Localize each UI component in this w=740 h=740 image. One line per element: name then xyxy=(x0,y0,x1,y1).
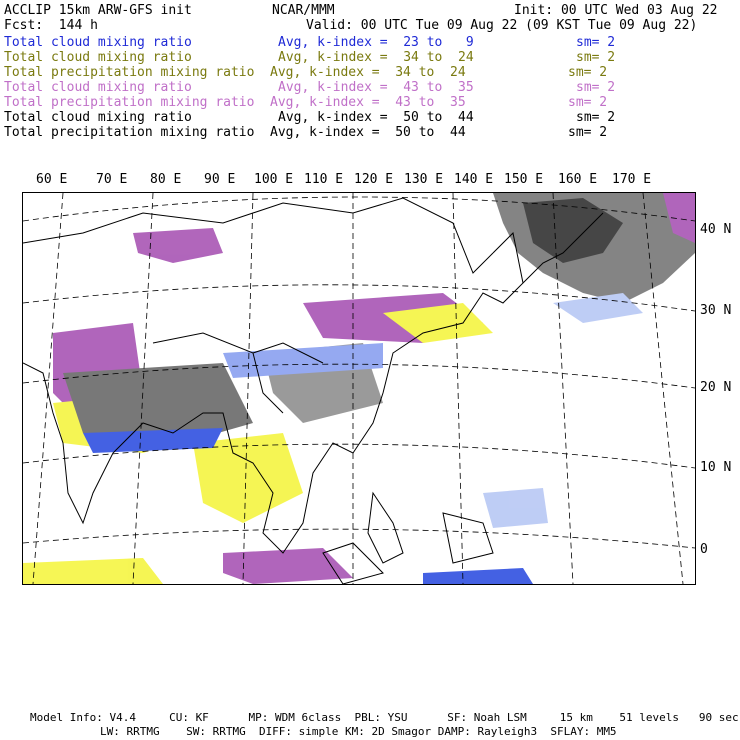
legend-field: Total cloud mixing ratio xyxy=(4,35,192,50)
lon-label: 80 E xyxy=(150,172,182,187)
legend-avg: Avg, k-index = 34 to 24 xyxy=(270,65,466,80)
lon-label: 60 E xyxy=(36,172,68,187)
upper-cloud-region xyxy=(133,228,223,263)
legend-avg: Avg, k-index = 23 to 9 xyxy=(278,35,474,50)
legend-sm: sm= 2 xyxy=(576,80,616,95)
model-info-line2: LW: RRTMG SW: RRTMG DIFF: simple KM: 2D Smagor DAMP: Rayleigh3 SFLAY: MM5 xyxy=(100,725,617,738)
lon-label: 100 E xyxy=(254,172,294,187)
mid-cloud-region xyxy=(23,558,163,584)
legend-field: Total cloud mixing ratio xyxy=(4,80,192,95)
lon-label: 90 E xyxy=(204,172,236,187)
valid-time: Valid: 00 UTC Tue 09 Aug 22 (09 KST Tue 09 Aug 22) xyxy=(306,18,698,33)
legend-avg: Avg, k-index = 43 to 35 xyxy=(278,80,474,95)
legend-sm: sm= 2 xyxy=(568,95,608,110)
legend-sm: sm= 2 xyxy=(576,110,616,125)
lon-label: 120 E xyxy=(354,172,394,187)
lon-label: 140 E xyxy=(454,172,494,187)
legend-avg: Avg, k-index = 34 to 24 xyxy=(278,50,474,65)
init-time: Init: 00 UTC Wed 03 Aug 22 xyxy=(514,3,718,18)
upper-cloud-region xyxy=(223,548,353,584)
lon-label: 70 E xyxy=(96,172,128,187)
legend-avg: Avg, k-index = 43 to 35 xyxy=(270,95,466,110)
map-panel xyxy=(22,192,696,585)
lon-label: 160 E xyxy=(558,172,598,187)
lon-label: 150 E xyxy=(504,172,544,187)
forecast-hour: Fcst: 144 h xyxy=(4,18,98,33)
model-title: ACCLIP 15km ARW-GFS init xyxy=(4,3,192,18)
cloud-fields xyxy=(23,193,695,584)
legend-sm: sm= 2 xyxy=(568,65,608,80)
lat-label: 10 N xyxy=(700,460,732,475)
lon-label: 110 E xyxy=(304,172,344,187)
map-canvas xyxy=(23,193,695,584)
legend-field: Total precipitation mixing ratio xyxy=(4,65,255,80)
legend-field: Total cloud mixing ratio xyxy=(4,110,192,125)
legend-avg: Avg, k-index = 50 to 44 xyxy=(270,125,466,140)
legend-avg: Avg, k-index = 50 to 44 xyxy=(278,110,474,125)
legend-field: Total precipitation mixing ratio xyxy=(4,95,255,110)
lon-label: 170 E xyxy=(612,172,652,187)
lat-label: 40 N xyxy=(700,222,732,237)
legend-sm: sm= 2 xyxy=(568,125,608,140)
model-info-line1: Model Info: V4.4 CU: KF MP: WDM 6class PBL: YSU SF: Noah LSM 15 km 51 levels 90 sec xyxy=(30,711,739,724)
lat-label: 30 N xyxy=(700,303,732,318)
legend-field: Total precipitation mixing ratio xyxy=(4,125,255,140)
lon-label: 130 E xyxy=(404,172,444,187)
legend-sm: sm= 2 xyxy=(576,35,616,50)
lat-label: 20 N xyxy=(700,380,732,395)
center-label: NCAR/MMM xyxy=(272,3,335,18)
lat-label: 0 xyxy=(700,542,708,557)
low-cloud-region xyxy=(483,488,548,528)
low-cloud-region xyxy=(423,568,533,584)
legend-field: Total cloud mixing ratio xyxy=(4,50,192,65)
legend-sm: sm= 2 xyxy=(576,50,616,65)
